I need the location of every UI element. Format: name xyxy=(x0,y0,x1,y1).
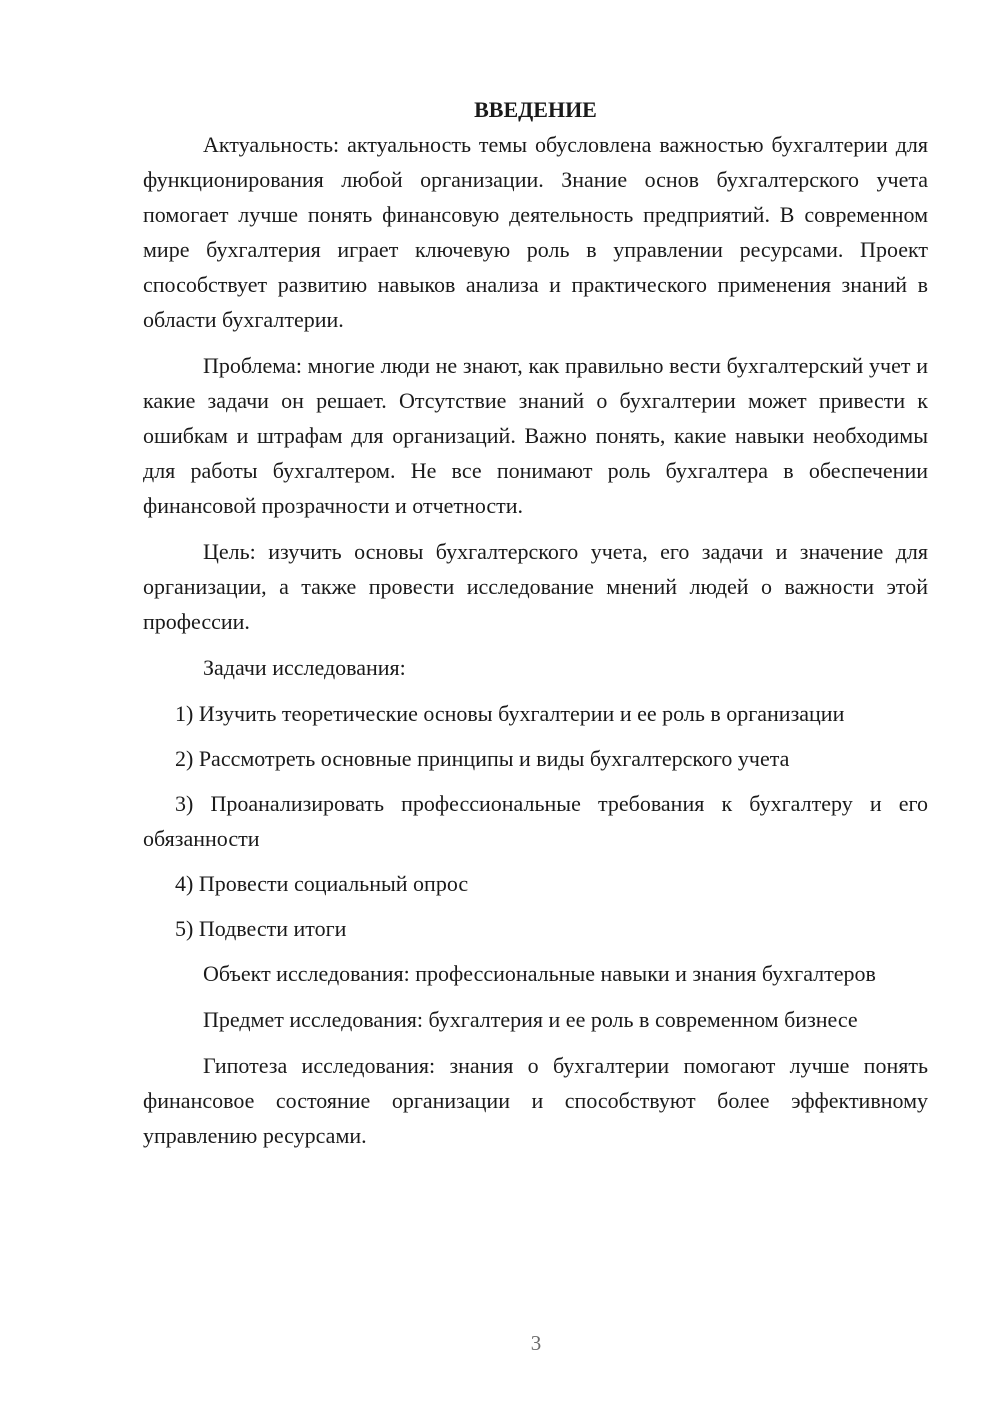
page-title: ВВЕДЕНИЕ xyxy=(474,97,597,122)
task-item-3: 3) Проанализировать профессиональные требования к бухгалтеру и его обязанности xyxy=(143,791,928,851)
object-paragraph: Объект исследования: профессиональные навыки и знания бухгалтеров xyxy=(203,961,876,986)
subject-paragraph: Предмет исследования: бухгалтерия и ее роль в современном бизнесе xyxy=(203,1007,858,1032)
hypothesis-paragraph: Гипотеза исследования: знания о бухгалтерии помогают лучше понять финансовое состояние организации и способствуют более эффективному управлению ресурсами. xyxy=(143,1053,928,1148)
document-page xyxy=(143,92,928,1164)
problem-paragraph: Проблема: многие люди не знают, как правильно вести бухгалтерский учет и какие задачи он решает. Отсутствие знаний о бухгалтерии может привести к ошибкам и штрафам для организаций. Важно понять, какие навыки необходимы для работы бухгалтером. Не все понимают роль бухгалтера в обеспечении финансовой прозрачности и отчетности. xyxy=(143,353,928,518)
task-item-4: 4) Провести социальный опрос xyxy=(175,871,469,896)
task-item-1: 1) Изучить теоретические основы бухгалтерии и ее роль в организации xyxy=(175,701,845,726)
tasks-heading: Задачи исследования: xyxy=(203,655,406,680)
task-item-5: 5) Подвести итоги xyxy=(175,916,347,941)
page-number: 3 xyxy=(530,1331,542,1355)
task-item-2: 2) Рассмотреть основные принципы и виды бухгалтерского учета xyxy=(175,746,790,771)
goal-paragraph: Цель: изучить основы бухгалтерского учета, его задачи и значение для организации, а также провести исследование мнений людей о важности этой профессии. xyxy=(143,539,928,634)
relevance-paragraph: Актуальность: актуальность темы обусловлена важностью бухгалтерии для функционирования любой организации. Знание основ бухгалтерского учета помогает лучше понять финансовую деятельность предприятий. В современном мире бухгалтерия играет ключевую роль в управлении ресурсами. Проект способствует развитию навыков анализа и практического применения знаний в области бухгалтерии. xyxy=(143,132,928,332)
